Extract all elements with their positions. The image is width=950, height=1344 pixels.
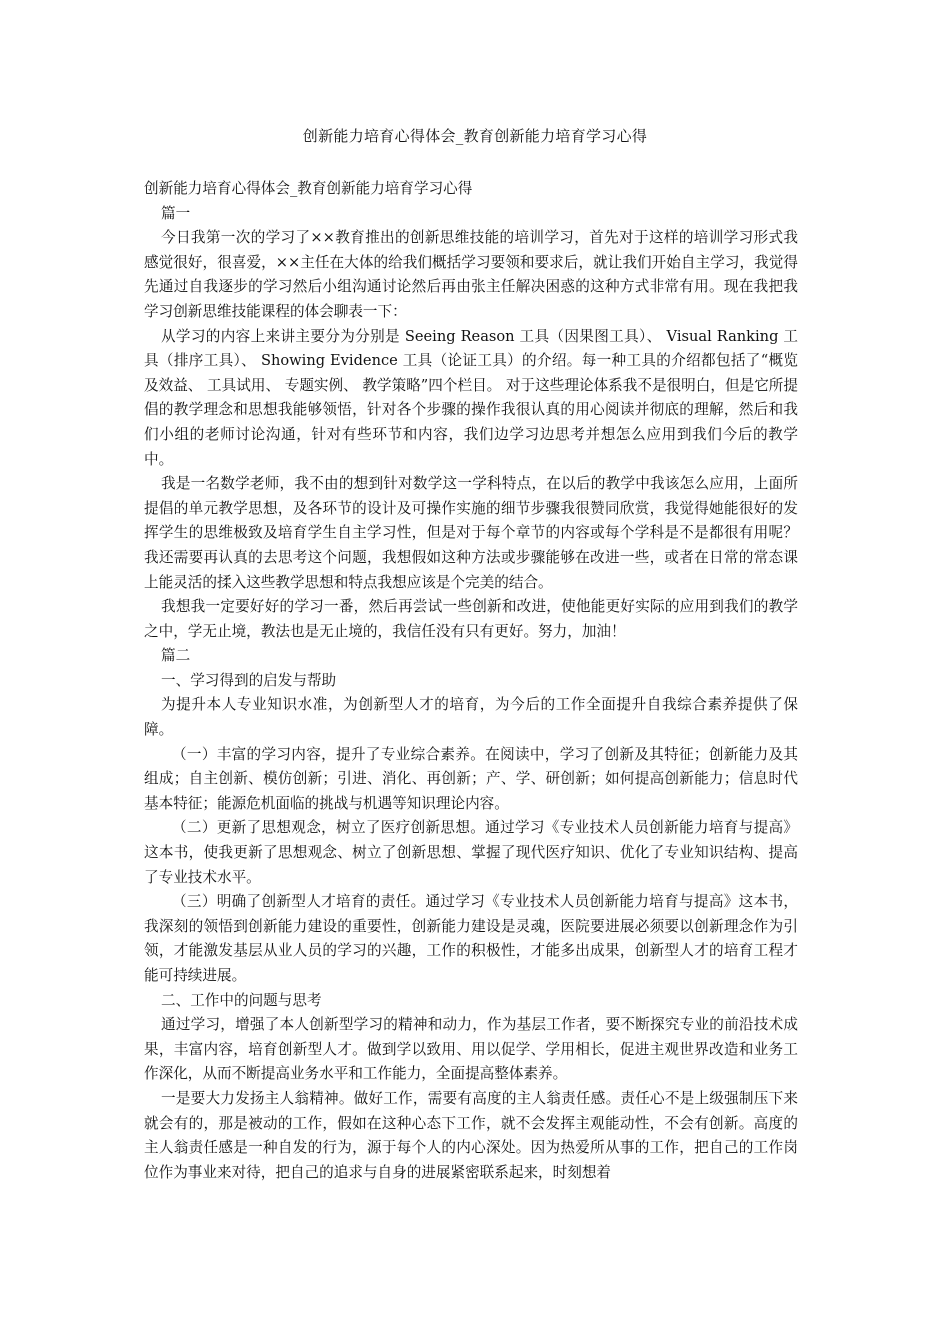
subtitle: 创新能力培育心得体会_教育创新能力培育学习心得 [144, 180, 473, 197]
section-label-part-two: 篇二 [161, 647, 191, 665]
section-heading: 一、学习得到的启发与帮助 [161, 671, 337, 689]
paragraph: 今日我第一次的学习了××教育推出的创新思维技能的培训学习，首先对于这样的培训学习形式我感觉很好，很喜爱，××主任在大体的给我们概括学习要领和要求后，就让我们开始自主学习，我觉得先通过自我逐步的学习然后小组沟通讨论然后再由张主任解决困惑的这种方式非常有用。现在我把我学习创新思维技能课程的体会聊表一下： [144, 229, 798, 320]
paragraph: （三）明确了创新型人才培育的责任。通过学习《专业技术人员创新能力培育与提高》这本书，我深刻的领悟到创新能力建设的重要性，创新能力建设是灵魂，医院要进展必须要以创新理念作为引领，才能激发基层从业人员的学习的兴趣，工作的积极性，才能多出成果，创新型人才的培育工程才能可持续进展。 [144, 893, 798, 984]
section-label-part-one: 篇一 [161, 204, 191, 222]
paragraph: （二）更新了思想观念，树立了医疗创新思想。通过学习《专业技术人员创新能力培育与提高》这本书，使我更新了思想观念、树立了创新思想、掌握了现代医疗知识、优化了专业知识结构、提高了专业技术水平。 [144, 819, 798, 886]
paragraph: 一是要大力发扬主人翁精神。做好工作，需要有高度的主人翁责任感。责任心不是上级强制压下来就会有的，那是被动的工作，假如在这种心态下工作，就不会发挥主观能动性，不会有创新。高度的主人翁责任感是一种自发的行为，源于每个人的内心深处。因为热爱所从事的工作，把自己的工作岗位作为事业来对待，把自己的追求与自身的进展紧密联系起来，时刻想着 [144, 1089, 798, 1181]
section-heading: 二、工作中的问题与思考 [161, 991, 322, 1009]
paragraph: 为提升本人专业知识水准，为创新型人才的培育，为今后的工作全面提升自我综合素养提供了保障。 [144, 696, 798, 739]
paragraph: 从学习的内容上来讲主要分为分别是 Seeing Reason 工具（因果图工具）、 Visual Ranking 工具（排序工具）、 Showing Evidence 工具（论证工具）的介绍。每一种工具的介绍都包括了“概览及效益、 工具试用、 专题实例、 教学策略”四个栏目。 对于这些理论体系我不是很明白，但是它所提倡的教学理念和思想我能够领悟，针对各个步骤的操作我很认真的用心阅读并彻底的理解，然后和我们小组的老师讨论沟通，针对有些环节和内容，我们边学习边思考并想怎么应用到我们今后的教学中。 [144, 327, 798, 468]
document-body [144, 177, 798, 1185]
paragraph: 我是一名数学老师，我不由的想到针对数学这一学科特点，在以后的教学中我该怎么应用，上面所提倡的单元教学思想，及各环节的设计及可操作实施的细节步骤我很赞同欣赏，我觉得她能很好的发挥学生的思维极致及培育学生自主学习性，但是对于每个章节的内容或每个学科是不是都很有用呢？我还需要再认真的去思考这个问题，我想假如这种方法或步骤能够在改进一些，或者在日常的常态课上能灵活的揉入这些教学思想和特点我想应该是个完美的结合。 [144, 475, 798, 591]
document-title: 创新能力培育心得体会_教育创新能力培育学习心得 [302, 127, 648, 145]
paragraph: （一）丰富的学习内容，提升了专业综合素养。在阅读中，学习了创新及其特征；创新能力及其组成；自主创新、模仿创新；引进、消化、再创新；产、学、研创新；如何提高创新能力；信息时代基本特征；能源危机面临的挑战与机遇等知识理论内容。 [144, 745, 798, 812]
paragraph: 通过学习，增强了本人创新型学习的精神和动力，作为基层工作者，要不断探究专业的前沿技术成果，丰富内容，培育创新型人才。做到学以致用、用以促学、学用相长，促进主观世界改造和业务工作深化，从而不断提高业务水平和工作能力，全面提高整体素养。 [144, 1016, 798, 1083]
paragraph: 我想我一定要好好的学习一番，然后再尝试一些创新和改进，使他能更好实际的应用到我们的教学之中，学无止境，教法也是无止境的，我信任没有只有更好。努力，加油！ [144, 598, 798, 640]
